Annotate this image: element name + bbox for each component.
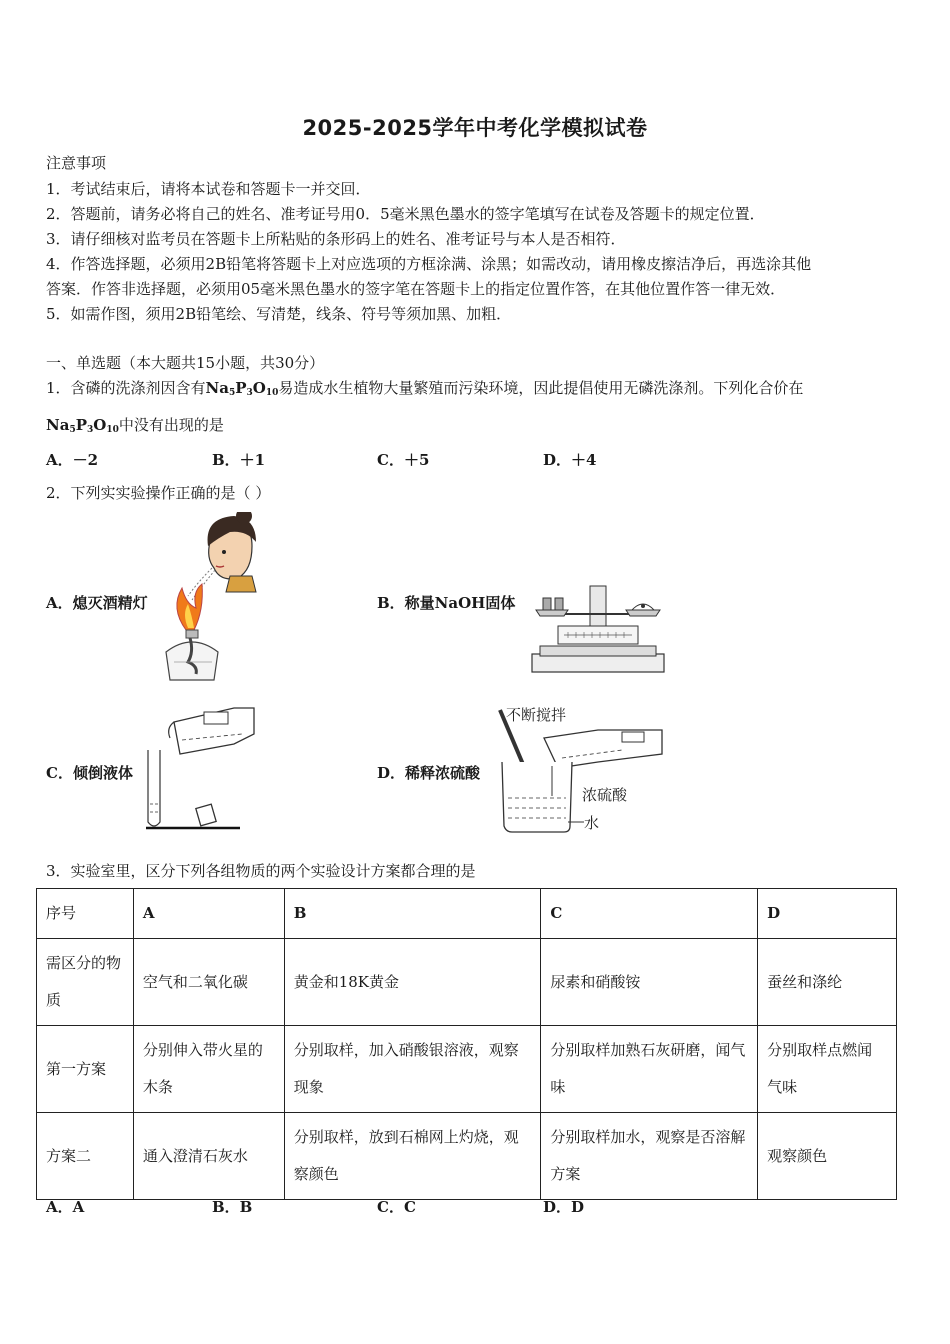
- table-cell: 需区分的物质: [37, 939, 134, 1026]
- table-cell: 第一方案: [37, 1026, 134, 1113]
- table-cell: 方案二: [37, 1113, 134, 1200]
- label-stir: 不断搅拌: [506, 706, 567, 724]
- page-title: 2025-2025学年中考化学模拟试卷: [302, 116, 648, 140]
- q2-option-a[interactable]: A．熄灭酒精灯: [46, 594, 148, 612]
- q3-option-a[interactable]: A．A: [46, 1198, 85, 1216]
- q1-option-b[interactable]: B．＋1: [212, 451, 266, 469]
- q2-option-b[interactable]: B．称量NaOH固体: [377, 594, 516, 612]
- notice-item-1: 1．考试结束后，请将本试卷和答题卡一并交回．: [46, 180, 371, 198]
- notice-heading: 注意事项: [46, 154, 107, 172]
- q1-option-c[interactable]: C．＋5: [377, 451, 430, 469]
- table-cell: 观察颜色: [758, 1113, 897, 1200]
- table-cell: 分别取样点燃闻气味: [758, 1026, 897, 1113]
- q2-option-d[interactable]: D．稀释浓硫酸: [377, 764, 481, 782]
- table-cell: 蚕丝和涤纶: [758, 939, 897, 1026]
- notice-item-3: 3．请仔细核对监考员在答题卡上所粘贴的条形码上的姓名、准考证号与本人是否相符．: [46, 230, 626, 248]
- table-row: [37, 889, 897, 939]
- table-cell: 分别取样加熟石灰研磨，闻气味: [541, 1026, 758, 1113]
- label-water: 水: [584, 814, 600, 832]
- notice-item-2: 2．答题前，请务必将自己的姓名、准考证号用0．5毫米黑色墨水的签字笔填写在试卷及答题卡的规定位置．: [46, 205, 765, 223]
- q1-stem-line2: $Na_5P_3O_{10}$中没有出现的是: [46, 416, 224, 435]
- q1-prefix: 1．含磷的洗涤剂因含有: [46, 379, 206, 397]
- q3-option-c[interactable]: C．C: [377, 1198, 416, 1216]
- q1-formula: $Na_5P_3O_{10}$: [205, 379, 279, 398]
- table-cell: 空气和二氧化碳: [133, 939, 284, 1026]
- table-cell: 分别取样，加入硝酸银溶液，观察现象: [284, 1026, 541, 1113]
- blowing-out-lamp-figure: [160, 512, 280, 682]
- table-row: [37, 1026, 897, 1113]
- table-cell: 分别取样加水，观察是否溶解方案: [541, 1113, 758, 1200]
- q3-stem: 3．实验室里，区分下列各组物质的两个实验设计方案都合理的是: [46, 862, 476, 880]
- q1-stem: [46, 377, 803, 398]
- table-row: [37, 939, 897, 1026]
- table-cell: 序号: [37, 889, 134, 939]
- balance-scale-figure: [528, 580, 668, 676]
- table-cell: C: [541, 889, 758, 939]
- q2-option-c[interactable]: C．倾倒液体: [46, 764, 133, 782]
- pouring-liquid-figure: [146, 704, 256, 832]
- notice-item-5: 5．如需作图，须用2B铅笔绘、写清楚，线条、符号等须加黑、加粗．: [46, 305, 512, 323]
- table-cell: A: [133, 889, 284, 939]
- q1-option-d[interactable]: D．＋4: [543, 451, 597, 469]
- table-cell: B: [284, 889, 541, 939]
- q3-option-d[interactable]: D．D: [543, 1198, 585, 1216]
- table-cell: 通入澄清石灰水: [133, 1113, 284, 1200]
- q1-suffix: 易造成水生植物大量繁殖而污染环境，因此提倡使用无磷洗涤剂。下列化合价在: [278, 379, 804, 397]
- table-cell: 尿素和硝酸铵: [541, 939, 758, 1026]
- q1-formula-2: $Na_5P_3O_{10}$: [46, 416, 119, 435]
- table-cell: 分别伸入带火星的木条: [133, 1026, 284, 1113]
- q3-table: [36, 888, 897, 1200]
- notice-item-4: 4．作答选择题，必须用2B铅笔将答题卡上对应选项的方框涂满、涂黑；如需改动，请用橡皮擦洁净后，再选涂其他: [46, 255, 812, 273]
- diluting-acid-figure: [492, 702, 664, 834]
- section1-heading: 一、单选题（本大题共15小题，共30分）: [46, 354, 325, 372]
- notice-item-4-cont: 答案．作答非选择题，必须用05毫米黑色墨水的签字笔在答题卡上的指定位置作答，在其他位置作答一律无效．: [46, 280, 786, 298]
- q1-option-a[interactable]: A．－2: [46, 451, 99, 469]
- table-row: [37, 1113, 897, 1200]
- q2-stem: 2．下列实实验操作正确的是（ ）: [46, 484, 271, 502]
- label-acid: 浓硫酸: [582, 786, 628, 804]
- table-cell: 黄金和18K黄金: [284, 939, 541, 1026]
- table-cell: D: [758, 889, 897, 939]
- table-cell: 分别取样，放到石棉网上灼烧，观察颜色: [284, 1113, 541, 1200]
- q3-option-b[interactable]: B．B: [212, 1198, 253, 1216]
